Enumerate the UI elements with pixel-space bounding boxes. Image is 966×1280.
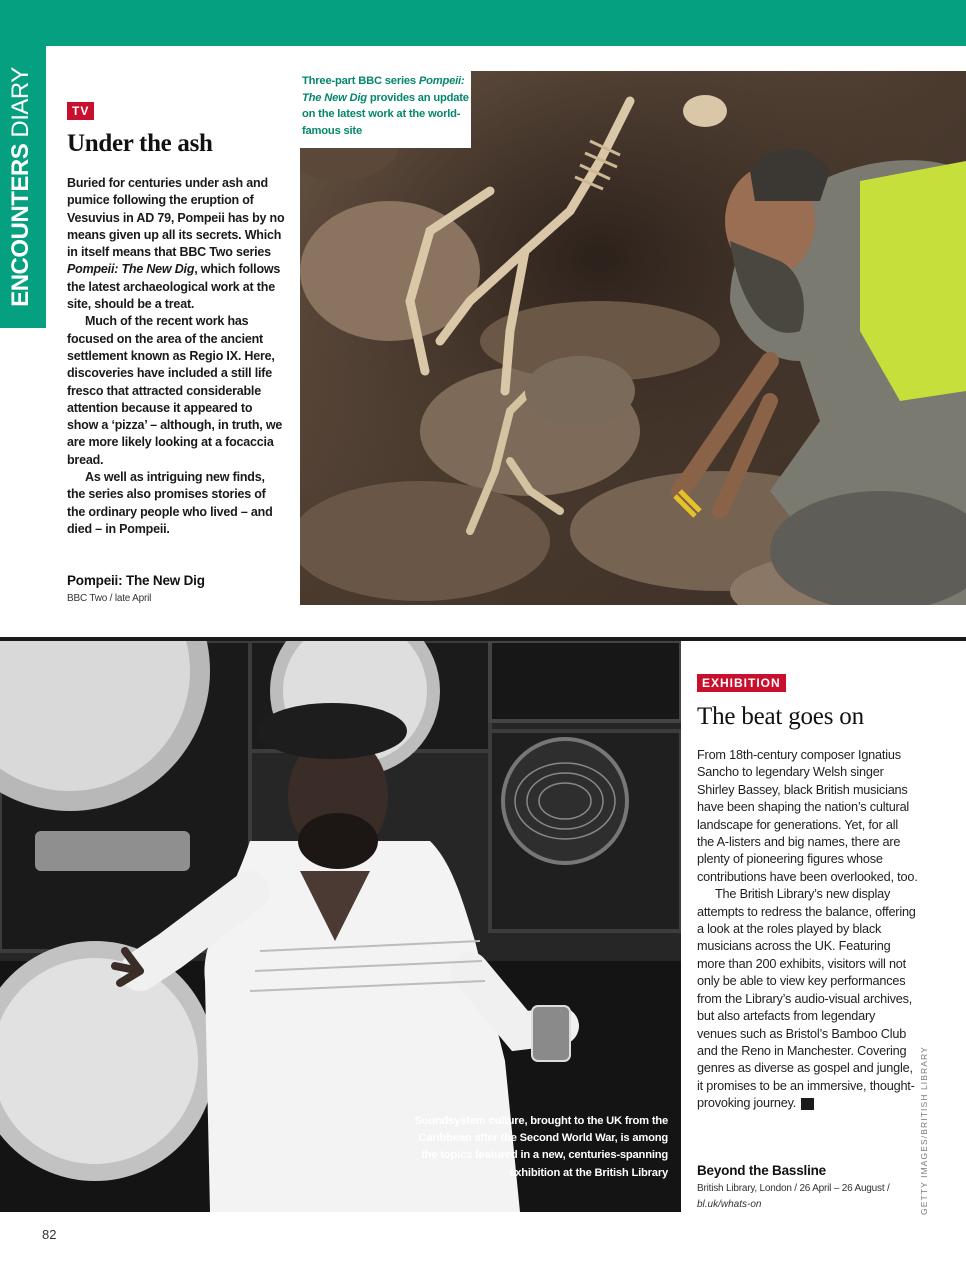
- top-color-band: [0, 0, 966, 46]
- excavation-photo-caption: Three-part BBC series Pompeii: The New Dig provides an update on the latest work at the world-famous site: [300, 71, 471, 148]
- exhibition-footer-title: Beyond the Bassline: [697, 1163, 826, 1178]
- tv-headline: Under the ash: [67, 130, 213, 157]
- soundsystem-photo-caption: Soundsystem culture, brought to the UK from the Caribbean after the Second World War, is among the topics featured in a new, centuries-spanning exhibition at the British Library: [414, 1115, 668, 1179]
- exhibition-paragraph-2: The British Library’s new display attempts to redress the balance, offering a look at the roles played by black musicians across the UK. Featuring more than 200 exhibits, visitors will not only be able to view key performances from the Library’s audio-visual archives, but also artefacts from legendary venues such as Bristol’s Bamboo Club and the Reno in Manchester. Covering genres as diverse as gospel and jungle, it promises to be an immersive, thought-provoking journey. H: [697, 887, 916, 1111]
- section-label: ENCOUNTERS DIARY: [7, 67, 34, 307]
- exhibition-headline: The beat goes on: [697, 703, 864, 730]
- tv-paragraph-2: Much of the recent work has focused on the area of the ancient settlement known as Regio IX. Here, discoveries have included a still life fresco that attracted considerable attention because it appeared to show a ‘pizza’ – although, in truth, we are more likely looking at a focaccia bread.: [67, 314, 283, 467]
- tv-tag: TV: [67, 102, 94, 120]
- tv-paragraph-1: Buried for centuries under ash and pumice following the eruption of Vesuvius in AD 79, Pompeii has by no means given up all its secrets. Which in itself means that BBC Two series Pompeii: The New Dig, which follows the latest archaeological work at the site, should be a treat.: [67, 176, 285, 312]
- exhibition-body: [697, 747, 918, 1113]
- exhibition-link[interactable]: bl.uk/whats-on: [697, 1199, 762, 1210]
- exhibition-tag: EXHIBITION: [697, 674, 786, 692]
- excavation-photo: [300, 71, 966, 605]
- tv-footer-title: Pompeii: The New Dig: [67, 573, 205, 588]
- page-number: 82: [42, 1227, 57, 1242]
- exhibition-paragraph-1: From 18th-century composer Ignatius Sancho to legendary Welsh singer Shirley Bassey, black British musicians have been shaping the nation’s cultural landscape for generations. Yet, for all the A-listers and big names, there are plenty of pioneering figures whose contributions have been overlooked, too.: [697, 748, 918, 884]
- tv-paragraph-3: As well as intriguing new finds, the series also promises stories of the ordinary people who lived – and died – in Pompeii.: [67, 470, 273, 536]
- tv-footer-detail: BBC Two / late April: [67, 593, 152, 604]
- tv-body: [67, 175, 285, 538]
- history-logo-icon: H: [801, 1098, 814, 1110]
- exhibition-footer-detail: British Library, London / 26 April – 26 August /: [697, 1183, 890, 1194]
- photo-credit: GETTY IMAGES/BRITISH LIBRARY: [919, 1046, 929, 1215]
